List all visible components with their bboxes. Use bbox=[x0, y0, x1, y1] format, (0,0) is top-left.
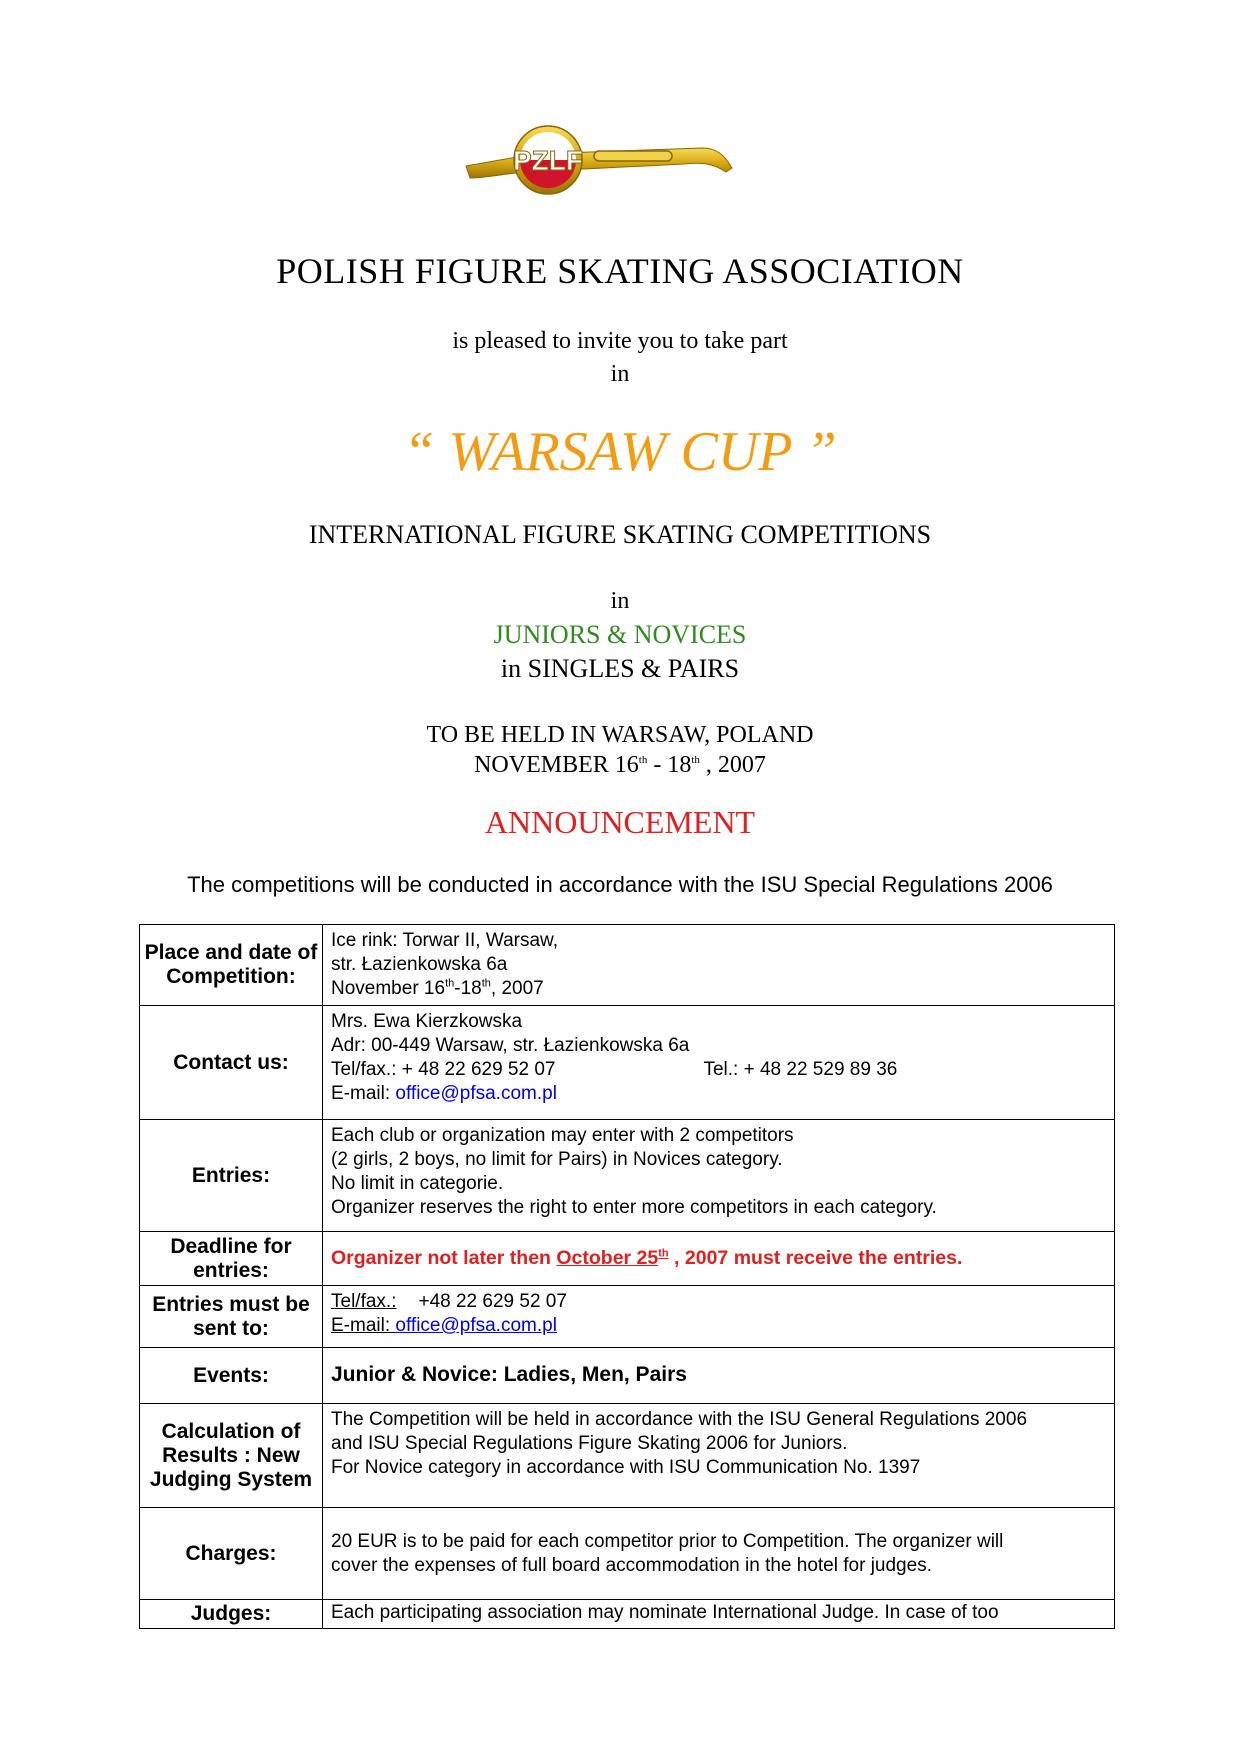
contact-phones bbox=[331, 1058, 1106, 1082]
events-value: Junior & Novice: Ladies, Men, Pairs bbox=[323, 1348, 1115, 1404]
calculation-line-1: The Competition will be held in accordance with the ISU General Regulations 2006 bbox=[331, 1409, 1028, 1430]
contact-tel: Tel.: + 48 22 529 89 36 bbox=[703, 1059, 898, 1080]
table-row bbox=[140, 1404, 1115, 1508]
charges-label: Charges: bbox=[140, 1508, 323, 1600]
calculation-label: Calculation of Results : New Judging System bbox=[140, 1404, 323, 1508]
categories-line: JUNIORS & NOVICES bbox=[493, 620, 747, 649]
pzlf-logo-icon bbox=[464, 120, 740, 200]
place-line-2: str. Łazienkowska 6a bbox=[331, 954, 508, 975]
contact-name: Mrs. Ewa Kierzkowska bbox=[331, 1011, 523, 1032]
place-line-1: Ice rink: Torwar II, Warsaw, bbox=[331, 930, 558, 951]
table-row bbox=[140, 1286, 1115, 1348]
contact-address: Adr: 00-449 Warsaw, str. Łazienkowska 6a bbox=[331, 1035, 690, 1056]
location-line: TO BE HELD IN WARSAW, POLAND bbox=[426, 722, 814, 748]
event-title: “ WARSAW CUP ” bbox=[403, 421, 837, 483]
calculation-line-2: and ISU Special Regulations Figure Skating 2006 for Juniors. bbox=[331, 1433, 848, 1454]
judges-label: Judges: bbox=[140, 1600, 323, 1629]
table-row bbox=[140, 1232, 1115, 1286]
contact-email-line: E-mail: office@pfsa.com.pl bbox=[331, 1083, 557, 1104]
contact-value bbox=[323, 1006, 1115, 1120]
contact-email-link[interactable]: office@pfsa.com.pl bbox=[395, 1083, 557, 1104]
entries-line-2: (2 girls, 2 boys, no limit for Pairs) in Novices category. bbox=[331, 1149, 783, 1170]
invitation-line-1: is pleased to invite you to take part bbox=[452, 328, 788, 354]
competition-subtitle: INTERNATIONAL FIGURE SKATING COMPETITIONS bbox=[308, 520, 932, 549]
table-row bbox=[140, 1006, 1115, 1120]
table-row bbox=[140, 1120, 1115, 1232]
entries-value bbox=[323, 1120, 1115, 1232]
place-date: November 16th-18th, 2007 bbox=[331, 977, 544, 999]
sendto-value bbox=[323, 1286, 1115, 1348]
table-row bbox=[140, 1348, 1115, 1404]
table-row bbox=[140, 1508, 1115, 1600]
deadline-label: Deadline for entries: bbox=[140, 1232, 323, 1286]
in-word: in bbox=[610, 588, 630, 614]
deadline-value: Organizer not later then October 25th , 2007 must receive the entries. bbox=[323, 1232, 1115, 1286]
entries-line-4: Organizer reserves the right to enter more competitors in each category. bbox=[331, 1197, 937, 1218]
calculation-value bbox=[323, 1404, 1115, 1508]
intro-text: The competitions will be conducted in accordance with the ISU Special Regulations 2006 bbox=[187, 872, 1053, 897]
charges-value bbox=[323, 1508, 1115, 1600]
logo-text: PZLF bbox=[513, 145, 583, 176]
sendto-email-line: E-mail: office@pfsa.com.pl bbox=[331, 1315, 557, 1336]
location-block bbox=[0, 720, 1240, 780]
entries-line-1: Each club or organization may enter with 2 competitors bbox=[331, 1125, 794, 1146]
calculation-line-3: For Novice category in accordance with ISU Communication No. 1397 bbox=[331, 1457, 921, 1478]
table-row bbox=[140, 925, 1115, 1006]
contact-telfax: Tel/fax.: + 48 22 629 52 07 bbox=[331, 1059, 556, 1080]
judges-line-1: Each participating association may nominate International Judge. In case of too bbox=[331, 1602, 999, 1623]
place-value bbox=[323, 925, 1115, 1006]
place-label: Place and date of Competition: bbox=[140, 925, 323, 1006]
events-label: Events: bbox=[140, 1348, 323, 1404]
announcement-heading: ANNOUNCEMENT bbox=[484, 804, 756, 840]
judges-value bbox=[323, 1600, 1115, 1629]
sendto-label: Entries must be sent to: bbox=[140, 1286, 323, 1348]
entries-label: Entries: bbox=[140, 1120, 323, 1232]
sendto-telfax: Tel/fax.: +48 22 629 52 07 bbox=[331, 1291, 567, 1312]
charges-line-2: cover the expenses of full board accommodation in the hotel for judges. bbox=[331, 1554, 932, 1576]
info-table bbox=[139, 924, 1115, 1629]
invitation-text bbox=[0, 325, 1240, 391]
table-row bbox=[140, 1600, 1115, 1629]
disciplines-line: in SINGLES & PAIRS bbox=[500, 654, 740, 683]
charges-line-1: 20 EUR is to be paid for each competitor prior to Competition. The organizer will bbox=[331, 1530, 1004, 1552]
sendto-email-link[interactable]: office@pfsa.com.pl bbox=[395, 1315, 557, 1336]
organization-title: POLISH FIGURE SKATING ASSOCIATION bbox=[276, 251, 964, 291]
contact-label: Contact us: bbox=[140, 1006, 323, 1120]
entries-line-3: No limit in categorie. bbox=[331, 1173, 504, 1194]
dates-line: NOVEMBER 16th - 18th , 2007 bbox=[474, 752, 766, 778]
invitation-line-2: in bbox=[610, 361, 630, 387]
